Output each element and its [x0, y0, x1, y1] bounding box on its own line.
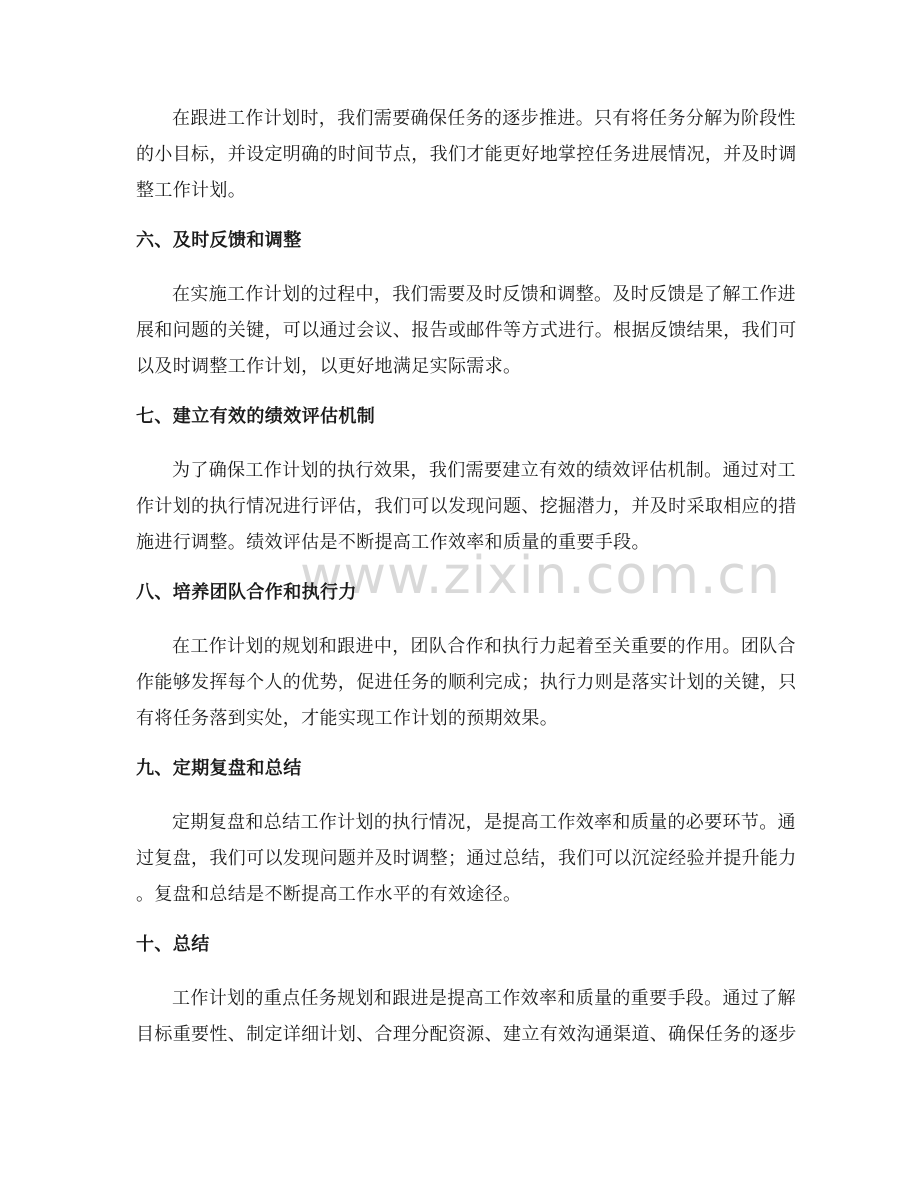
paragraph-line: 工作计划的重点任务规划和跟进是提高工作效率和质量的重要手段。通过了解: [172, 988, 796, 1009]
paragraph-line: 以及时调整工作计划，以更好地满足实际需求。: [136, 356, 522, 377]
paragraph-line: 整工作计划。: [136, 180, 247, 201]
section-heading: 十、总结: [136, 934, 210, 955]
paragraph-line: 在实施工作计划的过程中，我们需要及时反馈和调整。及时反馈是了解工作进: [172, 284, 796, 305]
paragraph-line: 在工作计划的规划和跟进中，团队合作和执行力起着至关重要的作用。团队合: [172, 636, 796, 657]
paragraph-line: 定期复盘和总结工作计划的执行情况，是提高工作效率和质量的必要环节。通: [172, 812, 796, 833]
watermark: www.zixin.com.cn: [300, 546, 781, 606]
paragraph-line: 的小目标，并设定明确的时间节点，我们才能更好地掌控任务进展情况，并及时调: [136, 144, 797, 165]
section-heading: 七、建立有效的绩效评估机制: [136, 406, 376, 427]
paragraph-line: 。复盘和总结是不断提高工作水平的有效途径。: [136, 884, 522, 905]
section-heading: 八、培养团队合作和执行力: [136, 582, 357, 603]
paragraph-line: 目标重要性、制定详细计划、合理分配资源、建立有效沟通渠道、确保任务的逐步: [136, 1024, 797, 1045]
paragraph-line: 过复盘，我们可以发现问题并及时调整；通过总结，我们可以沉淀经验并提升能力: [136, 848, 797, 869]
paragraph-line: 为了确保工作计划的执行效果，我们需要建立有效的绩效评估机制。通过对工: [172, 460, 796, 481]
section-heading: 九、定期复盘和总结: [136, 758, 302, 779]
paragraph-line: 有将任务落到实处，才能实现工作计划的预期效果。: [136, 708, 559, 729]
paragraph-line: 作能够发挥每个人的优势，促进任务的顺利完成；执行力则是落实计划的关键，只: [136, 672, 797, 693]
paragraph-line: 展和问题的关键，可以通过会议、报告或邮件等方式进行。根据反馈结果，我们可: [136, 320, 797, 341]
paragraph-line: 作计划的执行情况进行评估，我们可以发现问题、挖掘潜力，并及时采取相应的措: [136, 496, 797, 517]
section-heading: 六、及时反馈和调整: [136, 230, 302, 251]
paragraph-line: 施进行调整。绩效评估是不断提高工作效率和质量的重要手段。: [136, 532, 650, 553]
paragraph-line: 在跟进工作计划时，我们需要确保任务的逐步推进。只有将任务分解为阶段性: [172, 108, 796, 129]
